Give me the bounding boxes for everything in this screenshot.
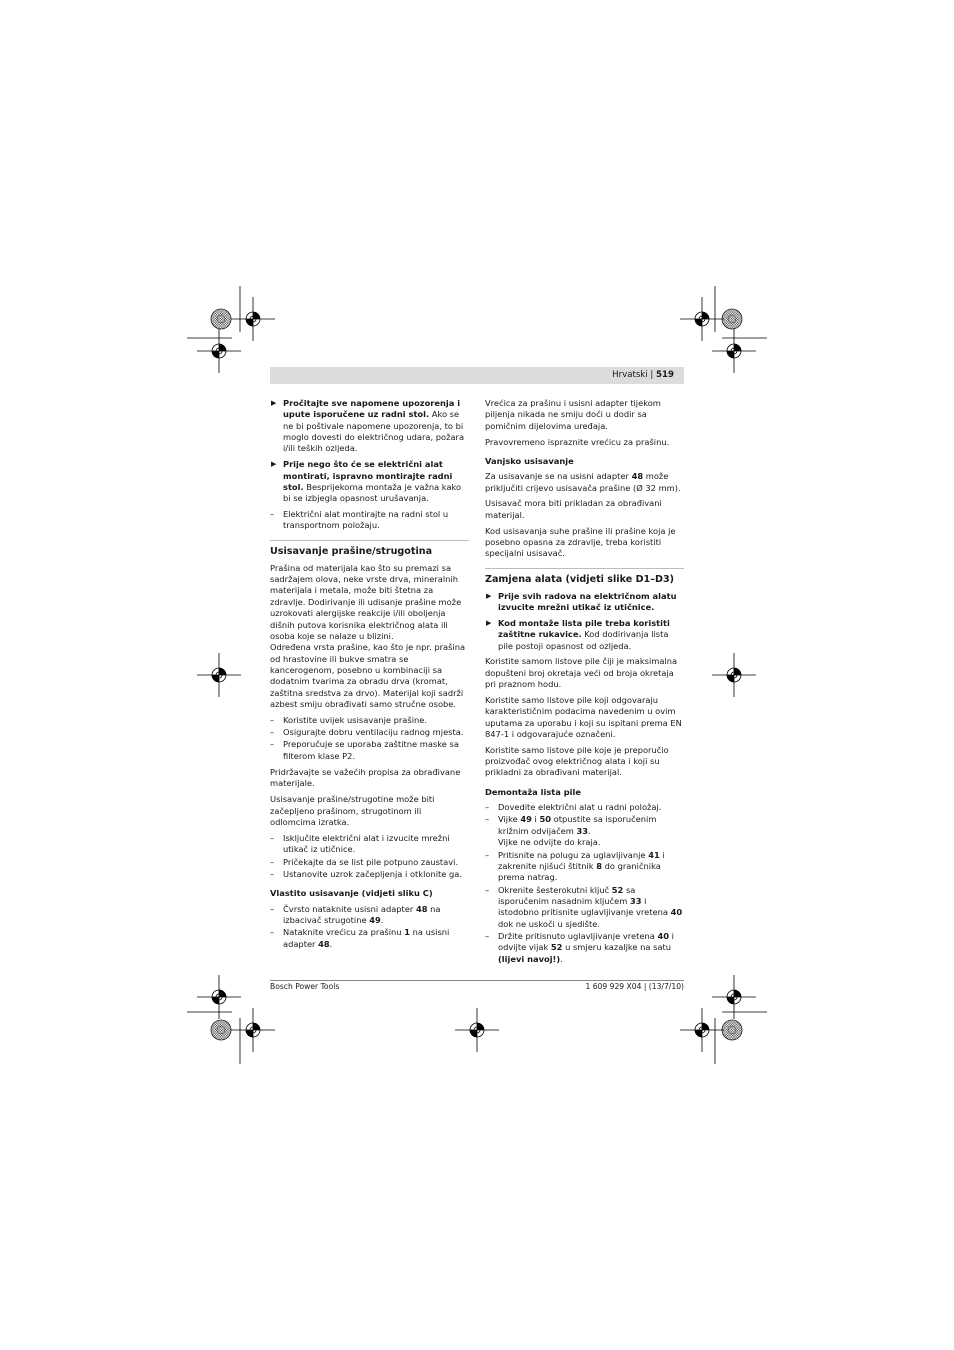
text: do graničnika prema natrag. — [498, 860, 661, 883]
dash-bullet: – — [270, 739, 275, 750]
text: . — [588, 825, 591, 836]
list-item-text: Isključite električni alat i izvucite mrežni utikač iz utičnice. — [283, 832, 450, 855]
text: Okrenite šesterokutni ključ — [498, 884, 612, 895]
section-divider — [270, 540, 469, 541]
page-number: 519 — [656, 370, 674, 380]
part-number: 52 — [611, 884, 624, 895]
dash-bullet: – — [270, 714, 275, 725]
header-separator: | — [650, 370, 654, 380]
header-section: Hrvatski — [612, 370, 648, 380]
text: Nataknite vrećicu za prašinu — [283, 927, 405, 938]
part-number: 48 — [318, 938, 330, 949]
dash-bullet: – — [485, 930, 490, 941]
list-item — [485, 802, 684, 813]
text: na izbacivač strugotine — [283, 903, 441, 925]
running-header — [270, 367, 684, 384]
footer-brand: Bosch Power Tools — [270, 982, 340, 991]
dash-bullet: – — [270, 856, 275, 867]
text: . — [329, 938, 333, 949]
list-item — [270, 869, 469, 880]
part-number: 33 — [576, 825, 589, 836]
paragraph-text: Prašina od materijala kao što su premazi sa sadržajem olova, neke vrste drva, mineralnih materijala i metala, može biti štetna za zdravlje. Dodirivanje ili udisanje prašine može uzrokovati alergijske reakcije i/ili oboljenja dišnih putova korisnika električnog alata ili osoba koje se nalaze u blizini. — [270, 562, 462, 641]
text: Držite pritisnuto uglavljivanje vretena — [498, 930, 658, 941]
list-item — [485, 885, 684, 930]
list-item — [485, 814, 684, 848]
paragraph — [270, 563, 469, 710]
warning-text: Ako se ne bi poštivale napomene upozorenja, to bi moglo dovesti do električnog udara, požara i/ili teških ozljeda. — [283, 409, 465, 454]
dash-bullet: – — [270, 509, 275, 520]
subheading: Demontaža lista pile — [485, 786, 581, 797]
section-heading: Usisavanje prašine/strugotina — [270, 545, 433, 557]
part-number: 52 — [550, 942, 563, 953]
paragraph: Koristite samo listove pile koji odgovaraju karakterističnim podacima navedenim u ovim uputama za uporabu i koji su ispitani prema EN 847-1 i odgovarajuće označeni. — [485, 694, 682, 739]
warning-item — [485, 618, 684, 652]
text: na usisni adapter — [283, 927, 450, 949]
paragraph — [485, 471, 684, 494]
part-number: 1 — [404, 927, 410, 938]
text: i zakrenite njišući štitnik — [498, 849, 665, 871]
part-number: 49 — [369, 914, 381, 925]
part-number: 50 — [539, 814, 552, 825]
list-item-text: Koristite uvijek usisavanje prašine. — [283, 714, 428, 725]
arrow-bullet-icon: ▶ — [486, 591, 492, 600]
paragraph-text: Određena vrsta prašine, kao što je npr. prašina od hrastovine ili bukve smatra se kancerogenom, posebno u kombinaciji sa dodatnim tvarima za obradu drva (kromat, zaštitna sredstva za drvo). Materijal koji sadrži azbest smiju obrađivati samo stručne osobe. — [270, 642, 466, 709]
paragraph: Pridržavajte se važećih propisa za obrađivane materijale. — [270, 767, 461, 789]
list-item-text: Dovedite električni alat u radni položaj. — [498, 802, 662, 813]
bold-text: (lijevi navoj!) — [498, 953, 561, 964]
text: i istodobno pritisnite uglavljivanje vretena — [498, 895, 671, 918]
arrow-bullet-icon: ▶ — [271, 399, 277, 407]
text: dok ne uskoči u sjedište. — [498, 918, 600, 929]
part-number: 49 — [520, 814, 532, 825]
header-text — [612, 370, 674, 380]
list-item-text: Osigurajte dobru ventilaciju radnog mjesta. — [283, 727, 464, 738]
warning-bold: Prije svih radova na električnom alatu izvucite mrežni utikač iz utičnice. — [498, 590, 677, 612]
dash-bullet: – — [270, 832, 275, 843]
list-item — [270, 857, 469, 868]
dash-bullet: – — [270, 903, 275, 914]
warning-text: Kod dodirivanja lista pile postoji opasnost od ozljeda. — [498, 629, 669, 651]
subheading: Vanjsko usisavanje — [485, 455, 574, 466]
list-item — [270, 904, 469, 927]
text: otpustite sa isporučenim križnim odvijačem — [498, 814, 657, 836]
footer-doc-number: 1 609 929 X04 | (13/7/10) — [585, 982, 684, 991]
warning-bold: Kod montaže lista pile treba koristiti zaštitne rukavice. — [498, 617, 670, 640]
dash-list — [270, 715, 469, 762]
text: Čvrsto nataknite usisni adapter — [283, 903, 416, 914]
text: . — [560, 953, 563, 964]
list-item — [270, 833, 469, 856]
list-item — [270, 927, 469, 950]
paragraph: Koristite samom listove pile čiji je maksimalna dopušteni broj okretaja veći od broja okretaja pri praznom hodu. — [485, 656, 678, 690]
dash-bullet: – — [485, 884, 490, 895]
text: u smjeru kazaljke na satu — [562, 942, 672, 953]
list-item — [270, 509, 469, 532]
part-number: 8 — [596, 860, 603, 871]
paragraph: Vrećica za prašinu i usisni adapter tijekom piljenja nikada ne smiju doći u dodir sa pomičnim dijelovima uređaja. — [485, 398, 661, 431]
list-item-text: Preporučuje se uporaba zaštitne maske sa filterom klase P2. — [283, 739, 459, 761]
paragraph: Usisavanje prašine/strugotine može biti začepljeno prašinom, strugotinom ili odlomcima izratka. — [270, 794, 435, 827]
list-item-text: Pričekajte da se list pile potpuno zaustavi. — [283, 856, 459, 867]
subheading: Vlastito usisavanje (vidjeti sliku C) — [270, 888, 433, 899]
paragraph: Kod usisavanja suhe prašine ili prašine koja je posebno opasna za zdravlje, treba koristiti specijalni usisavač. — [485, 525, 676, 559]
dash-bullet: – — [485, 814, 490, 825]
paragraph: Koristite samo listove pile koje je preporučio proizvođač ovog električnog alata i koji su prikladni za obrađivani materijal. — [485, 744, 669, 778]
dash-bullet: – — [270, 727, 275, 738]
warning-bold: Pročitajte sve napomene upozorenja i upute isporučene uz radni stol. — [283, 398, 461, 420]
list-item — [270, 715, 469, 726]
text: Vijke — [498, 814, 521, 825]
dash-bullet: – — [485, 849, 490, 860]
right-column — [485, 398, 684, 966]
warning-item — [485, 591, 684, 614]
list-item — [485, 931, 684, 965]
part-number: 48 — [415, 903, 428, 914]
dash-bullet: – — [270, 868, 275, 879]
list-item-text: Ustanovite uzrok začepljenja i otklonite ga. — [283, 868, 463, 879]
text: može priključiti crijevo usisavača prašine (Ø 32 mm). — [485, 471, 681, 493]
list-item — [270, 739, 469, 762]
list-item — [270, 727, 469, 738]
warning-bold: Prije nego što će se električni alat montirati, ispravno montirajte radni stol. — [283, 459, 453, 492]
text: sa isporučenim nasadnim ključem — [498, 884, 636, 906]
section-divider — [485, 568, 684, 569]
text: i — [531, 814, 540, 825]
left-column — [270, 398, 469, 951]
part-number: 48 — [631, 471, 644, 482]
warning-item — [270, 398, 469, 455]
list-item — [485, 850, 684, 884]
text: . — [380, 914, 384, 925]
text: i odvijte vijak — [498, 930, 674, 953]
arrow-bullet-icon: ▶ — [271, 460, 277, 469]
text: Pritisnite na polugu za uglavljivanje — [498, 849, 649, 860]
part-number: 40 — [670, 907, 683, 918]
arrow-bullet-icon: ▶ — [486, 618, 492, 627]
warning-text: Besprijekorna montaža je važna kako bi se izbjegla opasnost urušavanja. — [283, 481, 462, 504]
dash-list — [270, 833, 469, 880]
paragraph: Usisavač mora biti prikladan za obrađivani materijal. — [485, 498, 662, 520]
part-number: 41 — [648, 849, 660, 860]
dash-bullet: – — [485, 802, 490, 813]
section-heading: Zamjena alata (vidjeti slike D1–D3) — [485, 573, 675, 585]
text: Za usisavanje se na usisni adapter — [485, 471, 632, 482]
warning-item — [270, 459, 469, 504]
list-item-text: Električni alat montirajte na radni stol u transportnom položaju. — [283, 509, 449, 531]
part-number: 33 — [629, 895, 642, 906]
text: Vijke ne odvijte do kraja. — [498, 837, 601, 848]
part-number: 40 — [657, 930, 669, 941]
dash-bullet: – — [270, 927, 275, 938]
paragraph: Pravovremeno ispraznite vrećicu za prašinu. — [485, 436, 670, 447]
footer-rule — [270, 980, 684, 981]
